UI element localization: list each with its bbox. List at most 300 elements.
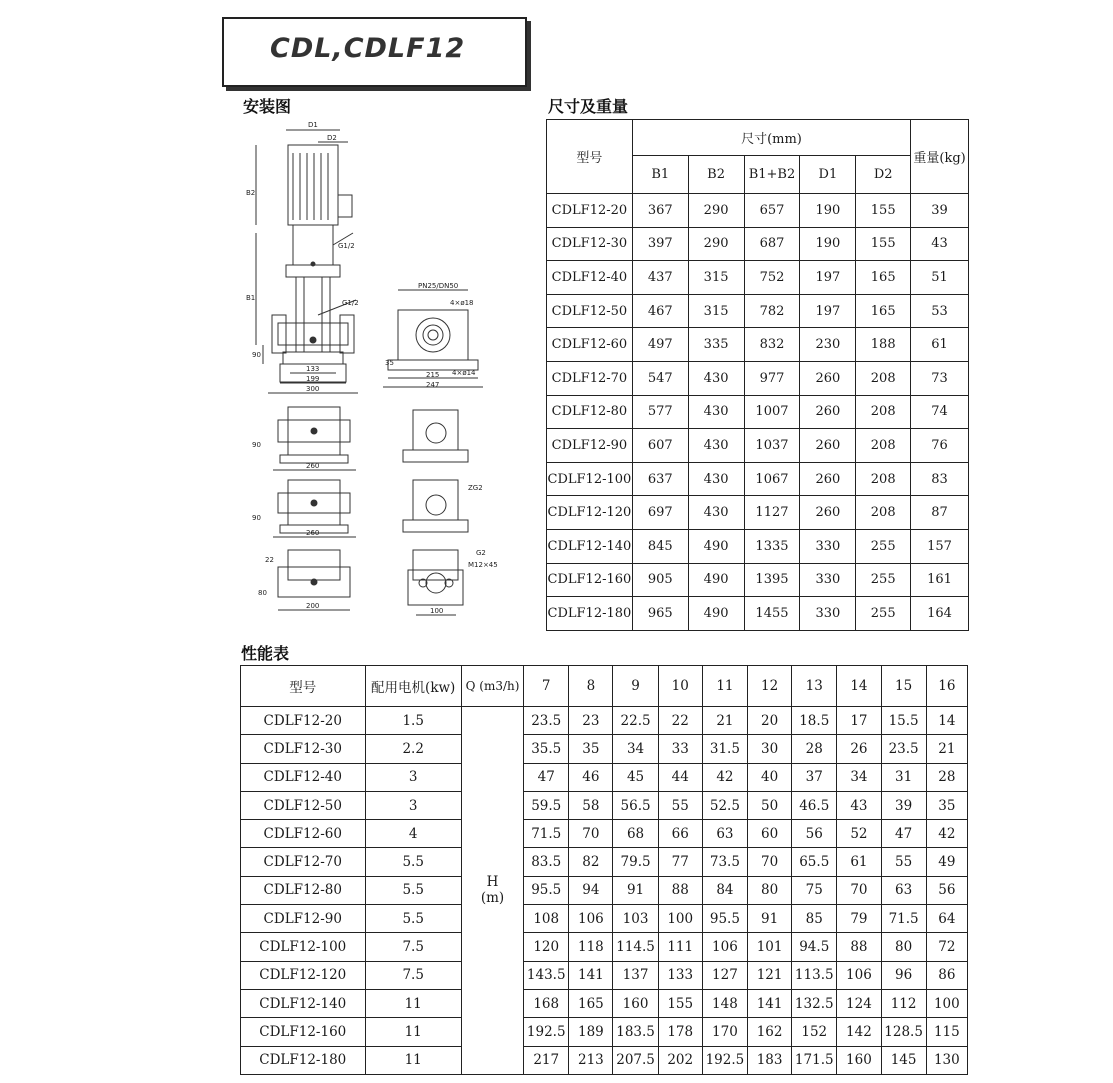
label-260-b: 260 xyxy=(306,529,320,537)
page-title: CDL,CDLF12 xyxy=(270,33,466,64)
perf-cell-head: 178 xyxy=(658,1018,702,1046)
perf-cell-head: 83.5 xyxy=(524,848,569,876)
dim-cell-value: 577 xyxy=(632,395,688,429)
perf-table-row xyxy=(241,707,968,735)
dim-cell-value: 977 xyxy=(744,361,800,395)
perf-cell-head: 152 xyxy=(792,1018,837,1046)
perf-cell-head: 50 xyxy=(748,791,792,819)
perf-cell-h-unit: H (m) xyxy=(461,707,523,1075)
dim-cell-value: 157 xyxy=(911,529,969,563)
perf-cell-head: 162 xyxy=(748,1018,792,1046)
perf-cell-head: 56 xyxy=(926,876,967,904)
perf-cell-head: 160 xyxy=(613,989,658,1017)
perf-cell-motor: 5.5 xyxy=(365,876,461,904)
dim-table-row xyxy=(547,294,969,328)
perf-cell-head: 59.5 xyxy=(524,791,569,819)
dim-cell-value: 315 xyxy=(688,261,744,295)
perf-cell-motor: 3 xyxy=(365,791,461,819)
dim-cell-value: 330 xyxy=(800,597,856,631)
dim-cell-value: 397 xyxy=(632,227,688,261)
perf-cell-head: 35 xyxy=(569,735,613,763)
dim-cell-value: 73 xyxy=(911,361,969,395)
label-80: 80 xyxy=(258,589,267,597)
dim-cell-value: 230 xyxy=(800,328,856,362)
perf-table-row xyxy=(241,848,968,876)
dim-cell-model: CDLF12-100 xyxy=(547,462,633,496)
dim-cell-value: 197 xyxy=(800,261,856,295)
perf-header-flow: 13 xyxy=(792,666,837,707)
perf-cell-head: 72 xyxy=(926,933,967,961)
perf-cell-head: 64 xyxy=(926,905,967,933)
perf-cell-head: 44 xyxy=(658,763,702,791)
perf-cell-head: 165 xyxy=(569,989,613,1017)
dim-cell-value: 1335 xyxy=(744,529,800,563)
perf-cell-head: 207.5 xyxy=(613,1046,658,1074)
dim-cell-value: 687 xyxy=(744,227,800,261)
perf-cell-head: 168 xyxy=(524,989,569,1017)
perf-cell-head: 183 xyxy=(748,1046,792,1074)
dim-cell-value: 155 xyxy=(856,227,911,261)
dim-cell-value: 208 xyxy=(856,462,911,496)
label-200: 200 xyxy=(306,602,320,610)
dim-cell-value: 190 xyxy=(800,227,856,261)
perf-cell-head: 79 xyxy=(837,905,881,933)
perf-cell-model: CDLF12-30 xyxy=(241,735,366,763)
perf-cell-head: 56 xyxy=(792,820,837,848)
perf-cell-head: 49 xyxy=(926,848,967,876)
dim-cell-value: 76 xyxy=(911,429,969,463)
perf-cell-head: 71.5 xyxy=(881,905,926,933)
perf-cell-head: 58 xyxy=(569,791,613,819)
perf-cell-model: CDLF12-90 xyxy=(241,905,366,933)
perf-cell-head: 71.5 xyxy=(524,820,569,848)
perf-cell-head: 79.5 xyxy=(613,848,658,876)
perf-table-row xyxy=(241,1018,968,1046)
perf-cell-head: 18.5 xyxy=(792,707,837,735)
perf-cell-head: 34 xyxy=(613,735,658,763)
dim-cell-value: 255 xyxy=(856,563,911,597)
label-4x18: 4×ø18 xyxy=(450,299,474,307)
dim-cell-value: 260 xyxy=(800,429,856,463)
perf-cell-head: 34 xyxy=(837,763,881,791)
perf-cell-model: CDLF12-120 xyxy=(241,961,366,989)
perf-cell-head: 80 xyxy=(881,933,926,961)
perf-cell-head: 95.5 xyxy=(702,905,747,933)
dim-cell-value: 61 xyxy=(911,328,969,362)
dim-cell-value: 315 xyxy=(688,294,744,328)
dim-cell-value: 547 xyxy=(632,361,688,395)
label-90-b: 90 xyxy=(252,441,261,449)
dim-cell-value: 208 xyxy=(856,395,911,429)
dim-col-b1: B1 xyxy=(632,156,688,194)
perf-cell-head: 45 xyxy=(613,763,658,791)
dim-cell-value: 165 xyxy=(856,261,911,295)
perf-cell-head: 108 xyxy=(524,905,569,933)
perf-cell-head: 23 xyxy=(569,707,613,735)
label-pn25-dn50: PN25/DN50 xyxy=(418,282,459,290)
dim-cell-value: 260 xyxy=(800,496,856,530)
perf-table-row xyxy=(241,989,968,1017)
drawing-labels xyxy=(246,121,498,615)
perf-cell-head: 106 xyxy=(702,933,747,961)
perf-cell-head: 145 xyxy=(881,1046,926,1074)
dim-cell-value: 1037 xyxy=(744,429,800,463)
perf-cell-head: 42 xyxy=(702,763,747,791)
label-199: 199 xyxy=(306,375,320,383)
dim-cell-model: CDLF12-180 xyxy=(547,597,633,631)
perf-cell-head: 75 xyxy=(792,876,837,904)
perf-header-flow: 10 xyxy=(658,666,702,707)
perf-cell-head: 22 xyxy=(658,707,702,735)
perf-header-flow: 8 xyxy=(569,666,613,707)
label-35: 35 xyxy=(385,359,394,367)
perf-cell-head: 40 xyxy=(748,763,792,791)
perf-cell-head: 106 xyxy=(569,905,613,933)
dim-cell-value: 782 xyxy=(744,294,800,328)
perf-cell-head: 120 xyxy=(524,933,569,961)
performance-table xyxy=(240,665,968,1075)
perf-cell-head: 47 xyxy=(881,820,926,848)
label-m12x45: M12×45 xyxy=(468,561,498,569)
perf-cell-head: 91 xyxy=(748,905,792,933)
perf-cell-motor: 11 xyxy=(365,1018,461,1046)
dim-cell-value: 74 xyxy=(911,395,969,429)
perf-cell-head: 52.5 xyxy=(702,791,747,819)
dim-table-row xyxy=(547,529,969,563)
perf-cell-head: 192.5 xyxy=(524,1018,569,1046)
dim-cell-model: CDLF12-50 xyxy=(547,294,633,328)
perf-table-row xyxy=(241,820,968,848)
perf-cell-head: 82 xyxy=(569,848,613,876)
label-b2: B2 xyxy=(246,189,256,197)
perf-cell-head: 170 xyxy=(702,1018,747,1046)
dim-table-row xyxy=(547,462,969,496)
perf-cell-head: 66 xyxy=(658,820,702,848)
motor-outline xyxy=(288,145,338,225)
dim-cell-value: 607 xyxy=(632,429,688,463)
installation-drawing xyxy=(238,115,528,625)
perf-cell-head: 31.5 xyxy=(702,735,747,763)
perf-cell-model: CDLF12-20 xyxy=(241,707,366,735)
dimensions-table xyxy=(546,119,969,631)
dim-cell-model: CDLF12-60 xyxy=(547,328,633,362)
perf-cell-head: 55 xyxy=(658,791,702,819)
perf-cell-head: 68 xyxy=(613,820,658,848)
perf-cell-model: CDLF12-180 xyxy=(241,1046,366,1074)
perf-cell-model: CDLF12-60 xyxy=(241,820,366,848)
perf-cell-head: 23.5 xyxy=(524,707,569,735)
perf-cell-head: 63 xyxy=(702,820,747,848)
perf-cell-head: 132.5 xyxy=(792,989,837,1017)
dim-cell-model: CDLF12-30 xyxy=(547,227,633,261)
perf-cell-head: 148 xyxy=(702,989,747,1017)
perf-cell-motor: 5.5 xyxy=(365,905,461,933)
perf-cell-head: 143.5 xyxy=(524,961,569,989)
dim-table-row xyxy=(547,328,969,362)
dim-cell-value: 260 xyxy=(800,361,856,395)
perf-header-flow: 7 xyxy=(524,666,569,707)
perf-cell-head: 112 xyxy=(881,989,926,1017)
dim-cell-value: 255 xyxy=(856,529,911,563)
perf-cell-head: 192.5 xyxy=(702,1046,747,1074)
perf-header-flow: 16 xyxy=(926,666,967,707)
dim-cell-value: 467 xyxy=(632,294,688,328)
dim-cell-value: 39 xyxy=(911,194,969,228)
perf-cell-head: 96 xyxy=(881,961,926,989)
perf-cell-motor: 5.5 xyxy=(365,848,461,876)
perf-cell-head: 114.5 xyxy=(613,933,658,961)
label-22: 22 xyxy=(265,556,274,564)
label-g12-lower: G1/2 xyxy=(342,299,359,307)
dim-cell-value: 188 xyxy=(856,328,911,362)
label-d2: D2 xyxy=(327,134,337,142)
perf-cell-head: 106 xyxy=(837,961,881,989)
dim-cell-value: 208 xyxy=(856,496,911,530)
title-box xyxy=(222,17,527,87)
perf-cell-head: 17 xyxy=(837,707,881,735)
perf-cell-head: 84 xyxy=(702,876,747,904)
dim-col-d2: D2 xyxy=(856,156,911,194)
dim-table-row xyxy=(547,496,969,530)
label-247: 247 xyxy=(426,381,440,389)
dim-cell-value: 437 xyxy=(632,261,688,295)
perf-cell-head: 65.5 xyxy=(792,848,837,876)
perf-cell-motor: 11 xyxy=(365,1046,461,1074)
perf-cell-head: 28 xyxy=(926,763,967,791)
dim-cell-value: 490 xyxy=(688,597,744,631)
perf-cell-head: 55 xyxy=(881,848,926,876)
perf-cell-head: 33 xyxy=(658,735,702,763)
dim-table-row xyxy=(547,395,969,429)
dim-cell-value: 190 xyxy=(800,194,856,228)
perf-cell-head: 20 xyxy=(748,707,792,735)
perf-header-motor: 配用电机(kw) xyxy=(365,666,461,707)
label-100: 100 xyxy=(430,607,444,615)
perf-header-flow: 14 xyxy=(837,666,881,707)
perf-table-row xyxy=(241,791,968,819)
dim-cell-model: CDLF12-120 xyxy=(547,496,633,530)
dim-cell-value: 752 xyxy=(744,261,800,295)
dim-cell-value: 367 xyxy=(632,194,688,228)
perf-cell-head: 160 xyxy=(837,1046,881,1074)
perf-cell-head: 30 xyxy=(748,735,792,763)
label-zg2: ZG2 xyxy=(468,484,483,492)
dim-col-b2: B2 xyxy=(688,156,744,194)
dim-cell-value: 697 xyxy=(632,496,688,530)
perf-cell-head: 103 xyxy=(613,905,658,933)
dim-cell-value: 87 xyxy=(911,496,969,530)
perf-cell-head: 26 xyxy=(837,735,881,763)
perf-table-row xyxy=(241,933,968,961)
perf-header-flow: 15 xyxy=(881,666,926,707)
perf-cell-head: 86 xyxy=(926,961,967,989)
perf-cell-motor: 4 xyxy=(365,820,461,848)
dim-table-row xyxy=(547,361,969,395)
dim-table-row xyxy=(547,597,969,631)
perf-cell-motor: 1.5 xyxy=(365,707,461,735)
perf-cell-head: 85 xyxy=(792,905,837,933)
perf-cell-model: CDLF12-40 xyxy=(241,763,366,791)
perf-cell-head: 46 xyxy=(569,763,613,791)
perf-cell-head: 121 xyxy=(748,961,792,989)
perf-cell-motor: 11 xyxy=(365,989,461,1017)
dim-cell-value: 1067 xyxy=(744,462,800,496)
perf-cell-head: 127 xyxy=(702,961,747,989)
label-133: 133 xyxy=(306,365,320,373)
perf-table-row xyxy=(241,763,968,791)
dim-cell-value: 1007 xyxy=(744,395,800,429)
dim-cell-value: 164 xyxy=(911,597,969,631)
dim-header-model: 型号 xyxy=(547,120,633,194)
dim-cell-value: 51 xyxy=(911,261,969,295)
dim-table-row xyxy=(547,563,969,597)
perf-cell-head: 60 xyxy=(748,820,792,848)
dim-cell-value: 832 xyxy=(744,328,800,362)
dim-col-b1b2: B1+B2 xyxy=(744,156,800,194)
label-g2: G2 xyxy=(476,549,486,557)
perf-cell-head: 22.5 xyxy=(613,707,658,735)
dim-cell-value: 430 xyxy=(688,496,744,530)
perf-cell-model: CDLF12-70 xyxy=(241,848,366,876)
dim-cell-model: CDLF12-70 xyxy=(547,361,633,395)
perf-cell-head: 171.5 xyxy=(792,1046,837,1074)
dim-cell-value: 1127 xyxy=(744,496,800,530)
perf-cell-head: 88 xyxy=(658,876,702,904)
perf-cell-head: 46.5 xyxy=(792,791,837,819)
dim-cell-value: 208 xyxy=(856,429,911,463)
perf-table-row xyxy=(241,735,968,763)
label-b1: B1 xyxy=(246,294,256,302)
dim-cell-value: 330 xyxy=(800,563,856,597)
performance-label: 性能表 xyxy=(241,644,290,663)
dim-cell-value: 845 xyxy=(632,529,688,563)
perf-table-row xyxy=(241,905,968,933)
perf-cell-head: 15.5 xyxy=(881,707,926,735)
perf-cell-head: 14 xyxy=(926,707,967,735)
dim-cell-model: CDLF12-90 xyxy=(547,429,633,463)
perf-cell-motor: 7.5 xyxy=(365,961,461,989)
dim-cell-value: 255 xyxy=(856,597,911,631)
perf-cell-head: 88 xyxy=(837,933,881,961)
perf-cell-head: 113.5 xyxy=(792,961,837,989)
dim-cell-value: 637 xyxy=(632,462,688,496)
dim-cell-value: 335 xyxy=(688,328,744,362)
dim-cell-value: 43 xyxy=(911,227,969,261)
perf-cell-head: 70 xyxy=(837,876,881,904)
dim-cell-value: 165 xyxy=(856,294,911,328)
perf-cell-head: 61 xyxy=(837,848,881,876)
perf-table-row xyxy=(241,961,968,989)
perf-cell-head: 213 xyxy=(569,1046,613,1074)
dim-header-weight: 重量(kg) xyxy=(911,120,969,194)
perf-cell-head: 137 xyxy=(613,961,658,989)
perf-cell-head: 52 xyxy=(837,820,881,848)
perf-cell-model: CDLF12-160 xyxy=(241,1018,366,1046)
perf-cell-head: 63 xyxy=(881,876,926,904)
perf-cell-head: 43 xyxy=(837,791,881,819)
perf-header-flow: 11 xyxy=(702,666,747,707)
dim-cell-value: 430 xyxy=(688,462,744,496)
label-300: 300 xyxy=(306,385,320,393)
dim-cell-value: 430 xyxy=(688,429,744,463)
dim-cell-value: 53 xyxy=(911,294,969,328)
dim-cell-value: 208 xyxy=(856,361,911,395)
dim-cell-model: CDLF12-80 xyxy=(547,395,633,429)
perf-cell-head: 94.5 xyxy=(792,933,837,961)
label-4x14: 4×ø14 xyxy=(452,369,476,377)
perf-cell-head: 70 xyxy=(569,820,613,848)
dim-cell-value: 965 xyxy=(632,597,688,631)
dim-cell-value: 260 xyxy=(800,462,856,496)
dim-cell-value: 490 xyxy=(688,529,744,563)
label-215: 215 xyxy=(426,371,440,379)
dim-cell-value: 83 xyxy=(911,462,969,496)
dim-header-size: 尺寸(mm) xyxy=(632,120,910,156)
dim-table-row xyxy=(547,227,969,261)
perf-cell-head: 217 xyxy=(524,1046,569,1074)
dim-cell-value: 430 xyxy=(688,361,744,395)
perf-cell-head: 94 xyxy=(569,876,613,904)
perf-cell-head: 35.5 xyxy=(524,735,569,763)
dim-cell-value: 290 xyxy=(688,227,744,261)
dim-cell-value: 657 xyxy=(744,194,800,228)
perf-cell-motor: 3 xyxy=(365,763,461,791)
perf-cell-head: 155 xyxy=(658,989,702,1017)
perf-cell-head: 70 xyxy=(748,848,792,876)
perf-cell-head: 141 xyxy=(569,961,613,989)
dim-cell-model: CDLF12-160 xyxy=(547,563,633,597)
perf-cell-head: 100 xyxy=(658,905,702,933)
label-90-a: 90 xyxy=(252,351,261,359)
perf-cell-head: 80 xyxy=(748,876,792,904)
perf-cell-head: 91 xyxy=(613,876,658,904)
dim-cell-value: 161 xyxy=(911,563,969,597)
dim-cell-value: 330 xyxy=(800,529,856,563)
perf-cell-head: 130 xyxy=(926,1046,967,1074)
perf-cell-model: CDLF12-100 xyxy=(241,933,366,961)
perf-header-model: 型号 xyxy=(241,666,366,707)
perf-cell-head: 95.5 xyxy=(524,876,569,904)
dim-cell-value: 1395 xyxy=(744,563,800,597)
perf-cell-head: 39 xyxy=(881,791,926,819)
dimensions-label: 尺寸及重量 xyxy=(548,97,629,116)
dim-cell-value: 430 xyxy=(688,395,744,429)
perf-cell-head: 111 xyxy=(658,933,702,961)
dim-cell-model: CDLF12-40 xyxy=(547,261,633,295)
perf-cell-head: 56.5 xyxy=(613,791,658,819)
perf-cell-head: 28 xyxy=(792,735,837,763)
dim-cell-model: CDLF12-140 xyxy=(547,529,633,563)
perf-cell-head: 35 xyxy=(926,791,967,819)
perf-cell-model: CDLF12-140 xyxy=(241,989,366,1017)
perf-cell-head: 118 xyxy=(569,933,613,961)
install-diagram-label: 安装图 xyxy=(243,97,292,116)
perf-cell-head: 47 xyxy=(524,763,569,791)
dim-cell-value: 497 xyxy=(632,328,688,362)
dim-col-d1: D1 xyxy=(800,156,856,194)
dim-table-row xyxy=(547,261,969,295)
perf-cell-head: 23.5 xyxy=(881,735,926,763)
perf-cell-head: 21 xyxy=(926,735,967,763)
perf-cell-model: CDLF12-50 xyxy=(241,791,366,819)
dim-cell-value: 1455 xyxy=(744,597,800,631)
perf-cell-head: 202 xyxy=(658,1046,702,1074)
label-g12-upper: G1/2 xyxy=(338,242,355,250)
perf-cell-head: 77 xyxy=(658,848,702,876)
dim-cell-model: CDLF12-20 xyxy=(547,194,633,228)
perf-cell-motor: 2.2 xyxy=(365,735,461,763)
perf-header-flow: 9 xyxy=(613,666,658,707)
